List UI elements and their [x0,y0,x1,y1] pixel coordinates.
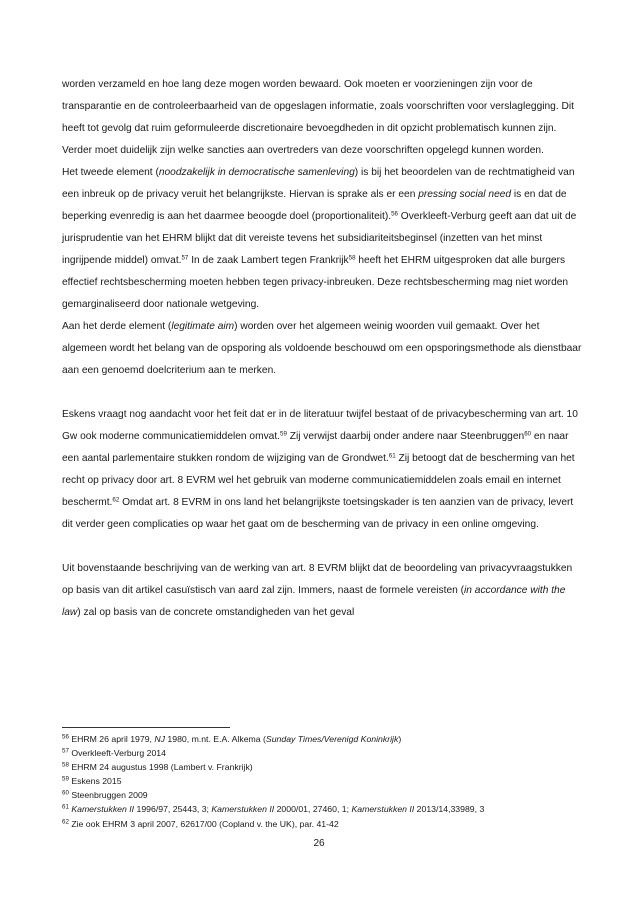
paragraph-2 [62,162,584,316]
text-run: ) zal op basis van de concrete omstandigheden van het geval [77,607,355,618]
footnote-61 [62,802,584,816]
footnote-text: 2013/14,33989, 3 [414,804,485,815]
footnote-ref-59: 59 [280,430,287,438]
footnote-60 [62,788,584,802]
footnote-62 [62,817,584,831]
footnote-57 [62,746,584,760]
text-run: Eskens vraagt nog aandacht voor het feit dat er in de literatuur twijfel bestaat of de privacybescherming van art. 10 Gw ook moderne communicatiemiddelen omvat. [62,409,578,442]
paragraph-3 [62,316,584,382]
footnote-text: Eskens 2015 [71,776,122,787]
footnote-italic: Sunday Times/Verenigd Koninkrijk [265,734,399,744]
footnote-59 [62,774,584,788]
text-run: en naar een aantal parlementaire stukken rondom de wijziging van de Grondwet. [62,431,569,464]
paragraph-5 [62,558,584,624]
text-run: Omdat art. 8 EVRM in ons land het belangrijkste toetsingskader is ten aanzien van de privacy, levert dit verder geen complicaties op waar het gaat om de bescherming van de privacy in een online omgeving. [62,497,574,530]
italic-term: in accordance with the law [62,585,566,618]
footnote-text: Overkleeft-Verburg 2014 [71,748,166,759]
text-run: heeft het EHRM uitgesproken dat alle burgers effectief rechtsbescherming moeten hebben tegen privacy-inbreuken. Deze rechtsbescherming mag niet worden gemarginaliseerd door nationale wetgeving. [62,255,569,310]
footnotes [62,732,584,831]
page-number: 26 [313,838,325,849]
footnote-ref-56: 56 [391,210,398,218]
footnote-text: Zie ook EHRM 3 april 2007, 62617/00 (Copland v. the UK), par. 41-42 [71,818,339,829]
text-run: Uit bovenstaande beschrijving van de werking van art. 8 EVRM blijkt dat de beoordeling van privacyvraagstukken op basis van dit artikel casuïstisch van aard zal zijn. Immers, naast de formele vereisten ( [62,563,573,596]
footnote-text: 2000/01, 27460, 1; [274,804,352,815]
footnote-text: EHRM 26 april 1979, [71,734,155,744]
footnote-text: EHRM 24 augustus 1998 (Lambert v. Frankrijk) [71,762,253,773]
body-text [62,74,584,624]
footnote-number: 58 [62,761,69,769]
footnote-number: 61 [62,803,69,811]
text-run: Overkleeft-Verburg geeft aan dat uit de jurisprudentie van het EHRM blijkt dat dit vereiste tevens het subsidiariteitsbeginsel (inzetten van het minst ingrijpende middel) omvat. [62,211,577,266]
footnote-ref-60: 60 [524,430,532,438]
footnote-ref-62: 62 [112,496,120,504]
footnote-ref-58: 58 [348,254,356,262]
footnote-text: Steenbruggen 2009 [71,790,148,801]
footnote-separator [62,727,230,728]
text-run: worden verzameld en hoe lang deze mogen worden bewaard. Ook moeten er voorzieningen zijn voor de transparantie en de controleerbaarheid van de opgeslagen informatie, zoals voorschriften voor verslaglegging. Dit heeft tot gevolg dat ruim geformuleerde discretionaire bevoegdheden in dit opzicht problematisch kunnen zijn. Verder moet duidelijk zijn welke sancties aan overtreders van deze voorschriften opgelegd kunnen worden. [62,79,574,156]
footnote-ref-61: 61 [388,452,396,460]
footnote-number: 59 [62,775,69,783]
footnote-number: 56 [62,733,69,741]
footnote-number: 60 [62,789,69,797]
footnote-number: 57 [62,747,69,755]
footnote-italic: NJ [154,734,165,744]
text-run: ) worden over het algemeen weinig woorden vuil gemaakt. Over het algemeen wordt het belang van de opsporing als voldoende beschouwd om een opsporingsmethode als dienstbaar aan een genoemd doelcriterium aan te merken. [62,321,582,376]
text-run: Zij betoogt dat de bescherming van het recht op privacy door art. 8 EVRM wel het gebruik van moderne communicatiemiddelen zoals email en internet beschermt. [62,453,575,508]
italic-term: legitimate aim [171,321,235,332]
footnote-italic: Kamerstukken II [211,804,275,815]
paragraph-1 [62,74,584,162]
text-run: Aan het derde element ( [62,321,172,332]
text-run: Zij verwijst daarbij onder andere naar Steenbruggen [286,431,525,442]
italic-term: noodzakelijk in democratische samenleving [158,167,355,178]
paragraph-4 [62,404,584,536]
footnote-text: ) [398,734,402,744]
text-run: is en dat de beperking evenredig is aan het daarmee beoogde doel (proportionaliteit). [62,189,567,222]
paragraph-spacer [62,536,584,558]
text-run: Het tweede element ( [62,167,159,178]
footnote-text: 1980, m.nt. E.A. Alkema ( [165,734,266,744]
footnote-italic: Kamerstukken II [71,804,135,815]
footnote-number: 62 [62,818,69,826]
footnote-text: 1996/97, 25443, 3; [134,804,212,815]
text-run: ) is bij het beoordelen van de rechtmatigheid van een inbreuk op de privacy veruit het belangrijkste. Hiervan is sprake als er een [62,167,575,200]
italic-term: pressing social need [418,189,512,200]
footnote-58 [62,760,584,774]
text-run: In de zaak Lambert tegen Frankrijk [188,255,349,266]
footnote-italic: Kamerstukken II [351,804,415,815]
footnote-ref-57: 57 [181,254,189,262]
paragraph-spacer [62,382,584,404]
footnote-56 [62,732,584,746]
